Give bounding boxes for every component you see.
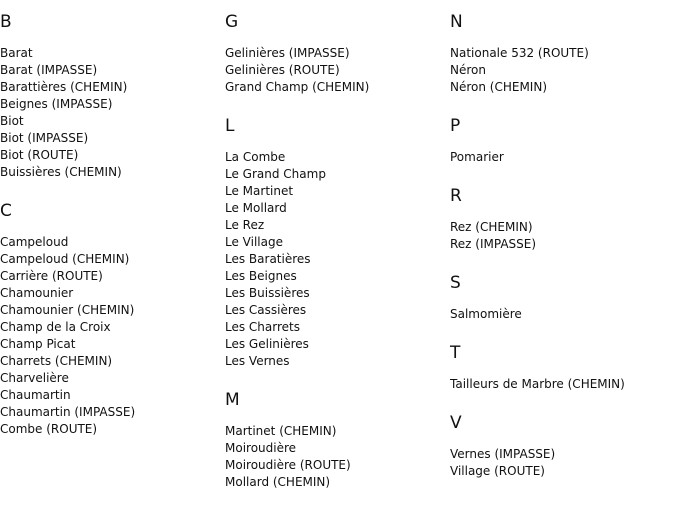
street-link[interactable]: Biot (ROUTE)	[0, 148, 79, 162]
street-link[interactable]: Moiroudière	[225, 441, 297, 455]
street-link[interactable]: Chamounier	[0, 286, 74, 300]
street-link[interactable]: Barat	[0, 46, 33, 60]
letter-heading: B	[0, 12, 12, 32]
street-link[interactable]: Barat (IMPASSE)	[0, 63, 98, 77]
street-link[interactable]: Biot (IMPASSE)	[0, 131, 89, 145]
street-link[interactable]: La Combe	[225, 150, 286, 164]
letter-heading: P	[450, 116, 461, 136]
street-link[interactable]: Charvelière	[0, 371, 69, 385]
street-link[interactable]: Tailleurs de Marbre (CHEMIN)	[450, 377, 625, 391]
street-link[interactable]: Néron	[450, 63, 486, 77]
street-link[interactable]: Rez (CHEMIN)	[450, 220, 533, 234]
street-link[interactable]: Moiroudière (ROUTE)	[225, 458, 351, 472]
street-link[interactable]: Champ Picat	[0, 337, 76, 351]
street-link[interactable]: Rez (IMPASSE)	[450, 237, 537, 251]
street-link[interactable]: Les Vernes	[225, 354, 290, 368]
street-link[interactable]: Les Baratières	[225, 252, 311, 266]
street-list	[450, 219, 665, 253]
letter-group	[450, 184, 665, 253]
street-list	[225, 45, 440, 96]
street-link[interactable]: Les Beignes	[225, 269, 297, 283]
street-link[interactable]: Buissières (CHEMIN)	[0, 165, 122, 179]
letter-heading: V	[450, 413, 462, 433]
street-list	[225, 149, 440, 370]
street-link[interactable]: Les Cassières	[225, 303, 307, 317]
street-link[interactable]: Le Mollard	[225, 201, 287, 215]
street-link[interactable]: Gelinières (IMPASSE)	[225, 46, 350, 60]
street-link[interactable]: Les Buissières	[225, 286, 310, 300]
street-link[interactable]: Le Village	[225, 235, 283, 249]
street-link[interactable]: Chaumartin (IMPASSE)	[0, 405, 136, 419]
letter-group	[450, 114, 665, 166]
street-list	[0, 234, 215, 438]
street-link[interactable]: Le Grand Champ	[225, 167, 326, 181]
letter-group	[225, 388, 440, 491]
street-link[interactable]: Les Charrets	[225, 320, 300, 334]
street-link[interactable]: Campeloud (CHEMIN)	[0, 252, 130, 266]
street-link[interactable]: Biot	[0, 114, 24, 128]
street-link[interactable]: Vernes (IMPASSE)	[450, 447, 556, 461]
street-link[interactable]: Mollard (CHEMIN)	[225, 475, 331, 489]
street-list	[450, 149, 665, 166]
street-link[interactable]: Chamounier (CHEMIN)	[0, 303, 135, 317]
street-link[interactable]: Chaumartin	[0, 388, 71, 402]
letter-group	[450, 411, 665, 480]
street-index-column-1	[0, 10, 215, 456]
street-link[interactable]: Le Rez	[225, 218, 265, 232]
street-link[interactable]: Carrière (ROUTE)	[0, 269, 103, 283]
letter-heading: L	[225, 116, 235, 136]
street-link[interactable]: Campeloud	[0, 235, 69, 249]
letter-group	[450, 341, 665, 393]
letter-group	[0, 10, 215, 181]
street-index-column-2	[225, 10, 440, 509]
street-link[interactable]: Nationale 532 (ROUTE)	[450, 46, 589, 60]
letter-heading: M	[225, 390, 240, 410]
letter-heading: T	[450, 343, 461, 363]
street-link[interactable]: Champ de la Croix	[0, 320, 111, 334]
street-link[interactable]: Village (ROUTE)	[450, 464, 545, 478]
letter-group	[450, 10, 665, 96]
letter-heading: S	[450, 273, 461, 293]
street-list	[0, 45, 215, 181]
street-link[interactable]: Le Martinet	[225, 184, 294, 198]
letter-heading: N	[450, 12, 463, 32]
street-link[interactable]: Néron (CHEMIN)	[450, 80, 548, 94]
letter-heading: R	[450, 186, 462, 206]
street-link[interactable]: Salmomière	[450, 307, 522, 321]
street-list	[450, 446, 665, 480]
street-link[interactable]: Barattières (CHEMIN)	[0, 80, 128, 94]
letter-heading: C	[0, 201, 12, 221]
street-index-column-3	[450, 10, 665, 498]
street-link[interactable]: Charrets (CHEMIN)	[0, 354, 113, 368]
street-link[interactable]: Combe (ROUTE)	[0, 422, 98, 436]
street-link[interactable]: Gelinières (ROUTE)	[225, 63, 340, 77]
street-link[interactable]: Martinet (CHEMIN)	[225, 424, 337, 438]
letter-heading: G	[225, 12, 239, 32]
street-list	[450, 306, 665, 323]
street-link[interactable]: Les Gelinières	[225, 337, 309, 351]
street-link[interactable]: Pomarier	[450, 150, 504, 164]
street-list	[450, 45, 665, 96]
street-list	[450, 376, 665, 393]
letter-group	[225, 10, 440, 96]
street-list	[225, 423, 440, 491]
letter-group	[225, 114, 440, 370]
street-link[interactable]: Grand Champ (CHEMIN)	[225, 80, 370, 94]
letter-group	[450, 271, 665, 323]
letter-group	[0, 199, 215, 438]
street-link[interactable]: Beignes (IMPASSE)	[0, 97, 113, 111]
